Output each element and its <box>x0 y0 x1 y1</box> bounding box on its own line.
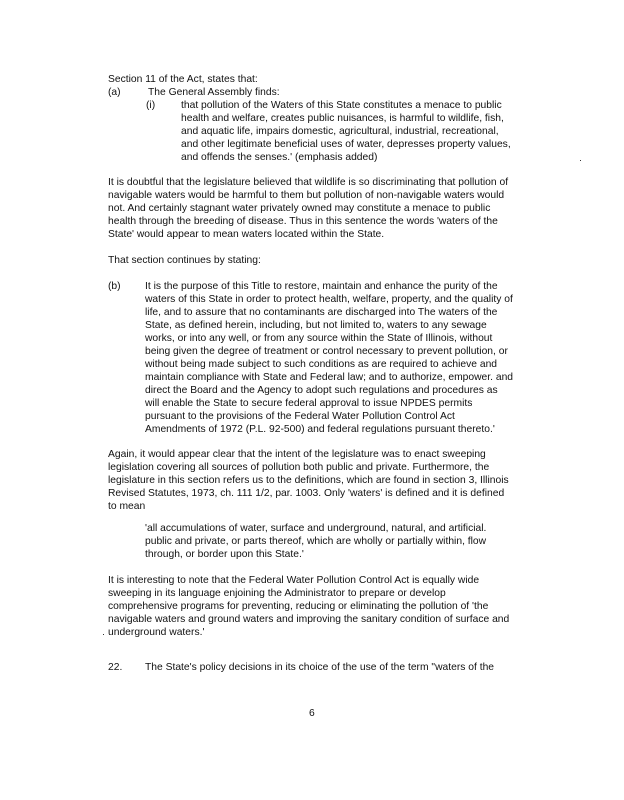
paragraph-2-line: to mean <box>108 501 146 512</box>
item-22-label: 22. <box>108 662 123 673</box>
scan-speck <box>580 160 581 161</box>
subsection-b-line: life, and to assure that no contaminants are discharged into The waters of the <box>145 307 498 318</box>
subsection-a-label: (a) <box>108 87 121 98</box>
page-number: 6 <box>309 708 315 719</box>
paragraph-3-line: sweeping in its language enjoining the Administrator to prepare or develop <box>108 588 446 599</box>
paragraph-2-line: Again, it would appear clear that the intent of the legislature was to enact sweeping <box>108 449 486 460</box>
paragraph-2-line: legislation covering all sources of pollution both public and private. Furthermore, the <box>108 462 490 473</box>
paragraph-3-line: underground waters.' <box>108 627 205 638</box>
subsection-b-line: waters of this State in order to protect health, welfare, property, and the quality of <box>145 294 513 305</box>
quote1-line: that pollution of the Waters of this State constitutes a menace to public <box>181 100 502 111</box>
subsection-b-line: Amendments of 1972 (P.L. 92-500) and federal regulations pursuant thereto.' <box>145 424 495 435</box>
quote2-line: public and private, or parts thereof, which are wholly or partially within, flow <box>145 536 487 547</box>
subsection-b-line: without being made subject to such conditions as are required to achieve and <box>145 359 498 370</box>
paragraph-1-line: navigable waters would be harmful to them but pollution of non-navigable waters would <box>108 190 505 201</box>
subsection-b-line: State, as defined herein, including, but not limited to, waters to any sewage <box>145 320 487 331</box>
subsection-b-line: direct the Board and the Agency to adopt such regulations and procedures as <box>145 385 498 396</box>
paragraph-2-line: legislature in this section refers us to the definitions, which are found in section 3, Illinois <box>108 475 509 486</box>
subsection-b-line: works, or into any well, or from any source within the State of Illinois, without <box>145 333 493 344</box>
subsection-b-line: being given the degree of treatment or control necessary to prevent pollution, or <box>145 346 508 357</box>
continues-line: That section continues by stating: <box>108 255 261 266</box>
subsection-a-text: The General Assembly finds: <box>148 87 280 98</box>
paragraph-1-line: State' would appear to mean waters located within the State. <box>108 229 385 240</box>
quote2-line: through, or border upon this State.' <box>145 549 304 560</box>
quote1-line: and other legitimate beneficial uses of water, depresses property values, <box>181 139 511 150</box>
quote1-line: and offends the senses.' (emphasis added) <box>181 152 378 163</box>
subsection-b-line: maintain compliance with State and Federal law; and to authorize, empower. and <box>145 372 514 383</box>
quote2-line: 'all accumulations of water, surface and underground, natural, and artificial. <box>145 523 487 534</box>
paragraph-2-line: Revised Statutes, 1973, ch. 111 1/2, par. 1003. Only 'waters' is defined and it is defined <box>108 488 505 499</box>
subsection-i-label: (i) <box>146 100 156 111</box>
quote1-line: health and welfare, creates public nuisances, is harmful to wildlife, fish, <box>181 113 504 124</box>
subsection-b-line: will enable the State to secure federal approval to issue NPDES permits <box>145 398 473 409</box>
paragraph-1-line: not. And certainly stagnant water privately owned may constitute a menace to public <box>108 203 491 214</box>
intro-line: Section 11 of the Act, states that: <box>108 74 258 85</box>
quote1-line: and aquatic life, impairs domestic, agricultural, industrial, recreational, <box>181 126 499 137</box>
paragraph-3-line: It is interesting to note that the Federal Water Pollution Control Act is equally wide <box>108 575 480 586</box>
paragraph-3-line: navigable waters and ground waters and improving the sanitary condition of surface and <box>108 614 510 625</box>
paragraph-3-line: comprehensive programs for preventing, reducing or eliminating the pollution of 'the <box>108 601 489 612</box>
subsection-b-label: (b) <box>108 281 121 292</box>
item-22-text: The State's policy decisions in its choice of the use of the term "waters of the <box>145 662 495 673</box>
scan-speck <box>103 634 104 635</box>
paragraph-1-line: health through the breeding of disease. Thus in this sentence the words 'waters of the <box>108 216 498 227</box>
paragraph-1-line: It is doubtful that the legislature believed that wildlife is so discriminating that pollution of <box>108 177 509 188</box>
subsection-b-line: It is the purpose of this Title to restore, maintain and enhance the purity of the <box>145 281 498 292</box>
subsection-b-line: pursuant to the provisions of the Federal Water Pollution Control Act <box>145 411 455 422</box>
